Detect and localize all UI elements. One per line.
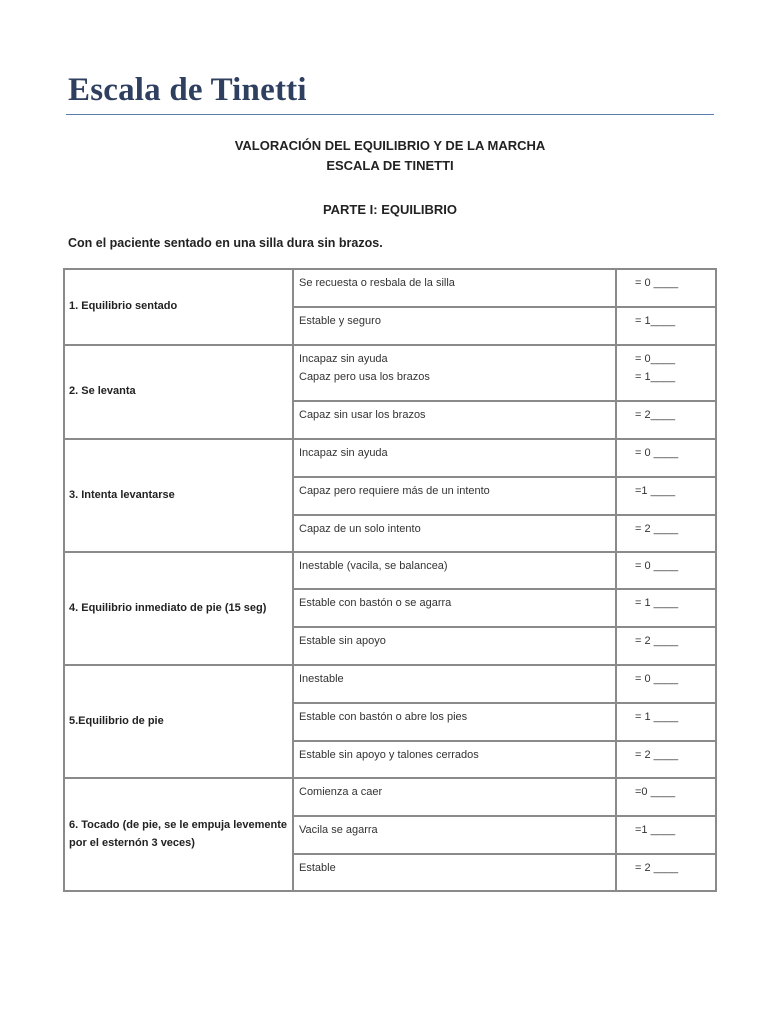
score-field[interactable]: [616, 778, 716, 816]
option-description: [293, 665, 616, 703]
option-text: Incapaz sin ayuda: [299, 447, 388, 459]
score-value: = 1 ____: [635, 597, 679, 609]
option-description: [293, 515, 616, 552]
item-label: 6. Tocado (de pie, se le empuja levemente por el esternón 3 veces): [64, 778, 293, 891]
score-value: = 0 ____: [635, 560, 679, 572]
score-value: = 1____: [635, 371, 676, 384]
option-description: [293, 345, 616, 401]
score-field[interactable]: [616, 589, 716, 627]
option-description: [293, 589, 616, 627]
option-text: Estable con bastón o abre los pies: [299, 711, 468, 723]
score-value: = 1 ____: [635, 711, 679, 723]
option-text: Estable con bastón o se agarra: [299, 597, 452, 609]
item-label: 4. Equilibrio inmediato de pie (15 seg): [64, 552, 293, 665]
option-description: [293, 854, 616, 891]
option-text: Se recuesta o resbala de la silla: [299, 277, 455, 289]
main-heading-line-1: VALORACIÓN DEL EQUILIBRIO Y DE LA MARCHA: [234, 138, 546, 153]
score-value: = 2 ____: [635, 749, 679, 761]
option-text: Vacila se agarra: [299, 824, 378, 836]
option-description: [293, 401, 616, 439]
score-field[interactable]: [616, 345, 716, 401]
option-description: [293, 627, 616, 665]
option-description: [293, 269, 616, 307]
option-text: Estable sin apoyo y talones cerrados: [299, 749, 479, 761]
score-field[interactable]: [616, 816, 716, 854]
option-text: Estable: [299, 862, 336, 874]
score-value: =0 ____: [635, 786, 676, 798]
document-title: Escala de Tinetti: [68, 72, 307, 108]
option-description: [293, 307, 616, 345]
option-description: [293, 439, 616, 477]
score-field[interactable]: [616, 401, 716, 439]
balance-score-table: [63, 268, 717, 892]
option-description: [293, 477, 616, 515]
score-value: = 2 ____: [635, 523, 679, 535]
score-field[interactable]: [616, 477, 716, 515]
option-text: Estable y seguro: [299, 315, 381, 327]
main-heading-line-2: ESCALA DE TINETTI: [326, 158, 454, 173]
table-row: [64, 778, 716, 816]
table-row: [64, 269, 716, 307]
score-value: =1 ____: [635, 824, 676, 836]
score-value: = 0 ____: [635, 277, 679, 289]
score-value: = 1____: [635, 315, 676, 327]
table-row: [64, 665, 716, 703]
score-field[interactable]: [616, 703, 716, 741]
option-text: Capaz sin usar los brazos: [299, 409, 426, 421]
option-text: Capaz pero requiere más de un intento: [299, 485, 490, 497]
score-value: = 2 ____: [635, 635, 679, 647]
score-field[interactable]: [616, 854, 716, 891]
option-description: [293, 816, 616, 854]
option-description: [293, 741, 616, 778]
instructions-text: Con el paciente sentado en una silla dura sin brazos.: [68, 236, 383, 250]
table-row: [64, 552, 716, 589]
option-text: Capaz pero usa los brazos: [299, 371, 430, 384]
score-field[interactable]: [616, 515, 716, 552]
title-underline: [66, 114, 714, 115]
score-field[interactable]: [616, 439, 716, 477]
score-value: = 0____: [635, 353, 676, 365]
item-label: 5.Equilibrio de pie: [64, 665, 293, 778]
option-description: [293, 778, 616, 816]
item-label: 2. Se levanta: [64, 345, 293, 439]
table-body: [64, 269, 716, 891]
score-field[interactable]: [616, 269, 716, 307]
score-field[interactable]: [616, 741, 716, 778]
score-field[interactable]: [616, 665, 716, 703]
score-value: = 0 ____: [635, 447, 679, 459]
score-field[interactable]: [616, 307, 716, 345]
option-text: Incapaz sin ayuda: [299, 353, 388, 365]
option-text: Estable sin apoyo: [299, 635, 386, 647]
table-row: [64, 345, 716, 401]
part-title: PARTE I: EQUILIBRIO: [322, 202, 458, 217]
item-label: 1. Equilibrio sentado: [64, 269, 293, 345]
score-field[interactable]: [616, 627, 716, 665]
score-value: =1 ____: [635, 485, 676, 497]
score-value: = 2____: [635, 409, 676, 421]
option-description: [293, 552, 616, 589]
score-value: = 0 ____: [635, 673, 679, 685]
item-label: 3. Intenta levantarse: [64, 439, 293, 552]
option-text: Comienza a caer: [299, 786, 383, 798]
option-text: Inestable: [299, 673, 344, 685]
option-text: Inestable (vacila, se balancea): [299, 560, 448, 572]
option-description: [293, 703, 616, 741]
score-value: = 2 ____: [635, 862, 679, 874]
table-row: [64, 439, 716, 477]
option-text: Capaz de un solo intento: [299, 523, 421, 535]
score-field[interactable]: [616, 552, 716, 589]
